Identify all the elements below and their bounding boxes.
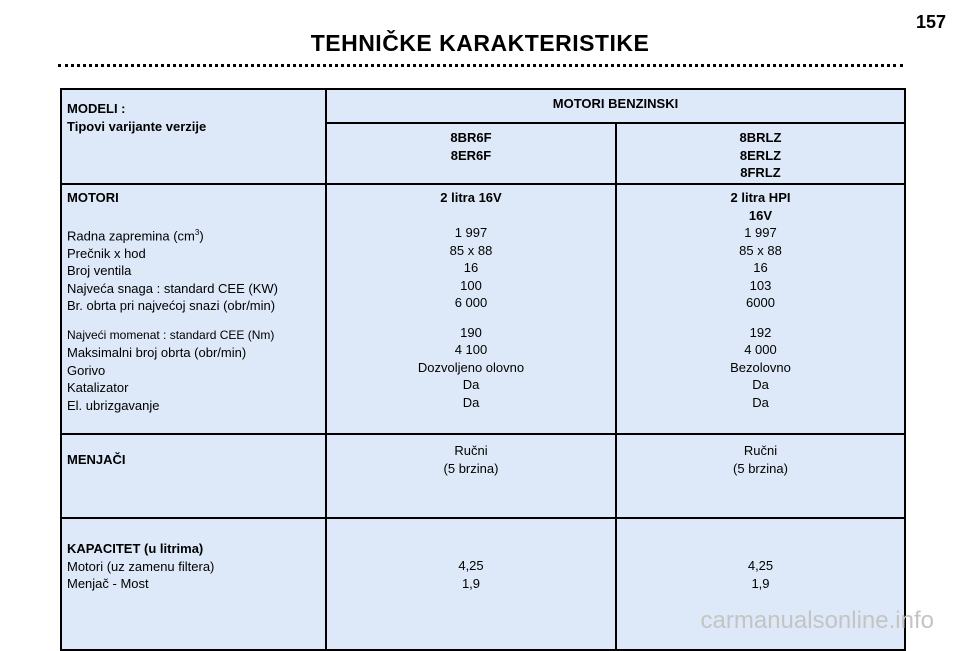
- col1-code: 8BR6F: [450, 130, 492, 145]
- injection-value: Da: [752, 394, 769, 410]
- capacity-section-label: KAPACITET (u litrima): [67, 541, 204, 556]
- motor-col2: [616, 184, 905, 434]
- max-torque-value: 190: [460, 324, 482, 340]
- engine-oil-label: Motori (uz zamenu filtera): [67, 558, 215, 574]
- fuel-value: Dozvoljeno olovno: [417, 359, 525, 375]
- displacement-label: Radna zapremina $(cm^3)$: [67, 228, 204, 244]
- fuel-label: Gorivo: [67, 362, 106, 378]
- capacity-labels: [61, 518, 326, 650]
- col1-code: 8ER6F: [450, 147, 492, 163]
- max-rpm-value: 4 100: [454, 342, 488, 357]
- power-rpm-label: Br. obrta pri najvećoj snazi (obr/min): [67, 298, 276, 314]
- fuel-value: Bezolovno: [730, 359, 791, 375]
- valves-label: Broj ventila: [67, 263, 132, 279]
- engines-header: MOTORI BENZINSKI: [326, 89, 905, 123]
- motor-labels: [61, 184, 326, 434]
- spec-table: [60, 88, 906, 651]
- engine-name-line2: 16V: [748, 207, 773, 223]
- bore-stroke-value: 85 x 88: [739, 242, 782, 258]
- max-rpm-value: 4 000: [744, 342, 777, 357]
- spacer: [67, 315, 325, 327]
- max-power-label: Najveća snaga : standard CEE (KW): [67, 280, 278, 296]
- catalyst-label: Katalizator: [67, 380, 129, 396]
- engine-name: 2 litra 16V: [440, 190, 502, 205]
- displacement-value: 1 997: [744, 225, 777, 240]
- gearbox-row: [61, 434, 905, 518]
- gearbox-labels: [61, 434, 326, 518]
- motor-row: [61, 184, 905, 434]
- spacer: [67, 207, 325, 225]
- power-rpm-value: 6 000: [454, 295, 488, 310]
- engine-oil-value: 4,25: [458, 558, 484, 573]
- models-label: MODELI :: [67, 101, 126, 116]
- max-power-value: 100: [460, 277, 482, 293]
- gearbox-gears: (5 brzina): [443, 460, 499, 476]
- power-rpm-value: 6000: [746, 295, 775, 310]
- motor-col1: [326, 184, 616, 434]
- col2-code: 8BRLZ: [739, 130, 782, 145]
- motor-section-label: MOTORI: [67, 190, 119, 205]
- gearbox-type: Ručni: [454, 443, 488, 458]
- models-cell: [61, 89, 326, 184]
- spacer: [327, 312, 615, 324]
- max-rpm-label: Maksimalni broj obrta (obr/min): [67, 345, 247, 361]
- watermark: carmanualsonline.info: [700, 607, 934, 634]
- bore-stroke-value: 85 x 88: [449, 242, 493, 258]
- col2-code: 8FRLZ: [740, 165, 781, 180]
- engine-name: 2 litra HPI: [730, 190, 791, 205]
- engine-oil-value: 4,25: [747, 558, 774, 573]
- gearbox-type: Ručni: [743, 443, 778, 458]
- col2-code: 8ERLZ: [739, 147, 782, 163]
- col1-codes: [326, 123, 616, 184]
- injection-value: Da: [462, 394, 480, 410]
- gearbox-oil-value: 1,9: [751, 575, 770, 591]
- valves-value: 16: [463, 260, 479, 275]
- displacement-value: 1 997: [454, 225, 488, 240]
- col2-codes: [616, 123, 905, 184]
- catalyst-value: Da: [462, 377, 480, 392]
- variants-label: Tipovi varijante verzije: [67, 118, 207, 134]
- gearbox-col1: [326, 434, 616, 518]
- header-row: [61, 89, 905, 123]
- catalyst-value: Da: [752, 377, 769, 392]
- page-number: 157: [915, 12, 946, 32]
- max-torque-value: 192: [749, 324, 772, 340]
- dotted-divider: [58, 64, 903, 67]
- gearbox-gears: (5 brzina): [733, 460, 788, 476]
- max-power-value: 103: [749, 277, 772, 293]
- valves-value: 16: [753, 260, 768, 275]
- max-torque-label: Najveći momenat : standard CEE (Nm): [67, 327, 275, 342]
- gearbox-section-label: MENJAČI: [67, 452, 126, 467]
- gearbox-col2: [616, 434, 905, 518]
- gearbox-oil-label: Menjač - Most: [67, 576, 149, 591]
- injection-label: El. ubrizgavanje: [67, 397, 160, 413]
- spacer: [327, 207, 615, 225]
- capacity-col1: [326, 518, 616, 650]
- spacer: [617, 312, 904, 324]
- gearbox-oil-value: 1,9: [461, 575, 481, 591]
- page-title: TEHNIČKE KARAKTERISTIKE: [310, 30, 650, 56]
- bore-stroke-label: Prečnik x hod: [67, 245, 146, 261]
